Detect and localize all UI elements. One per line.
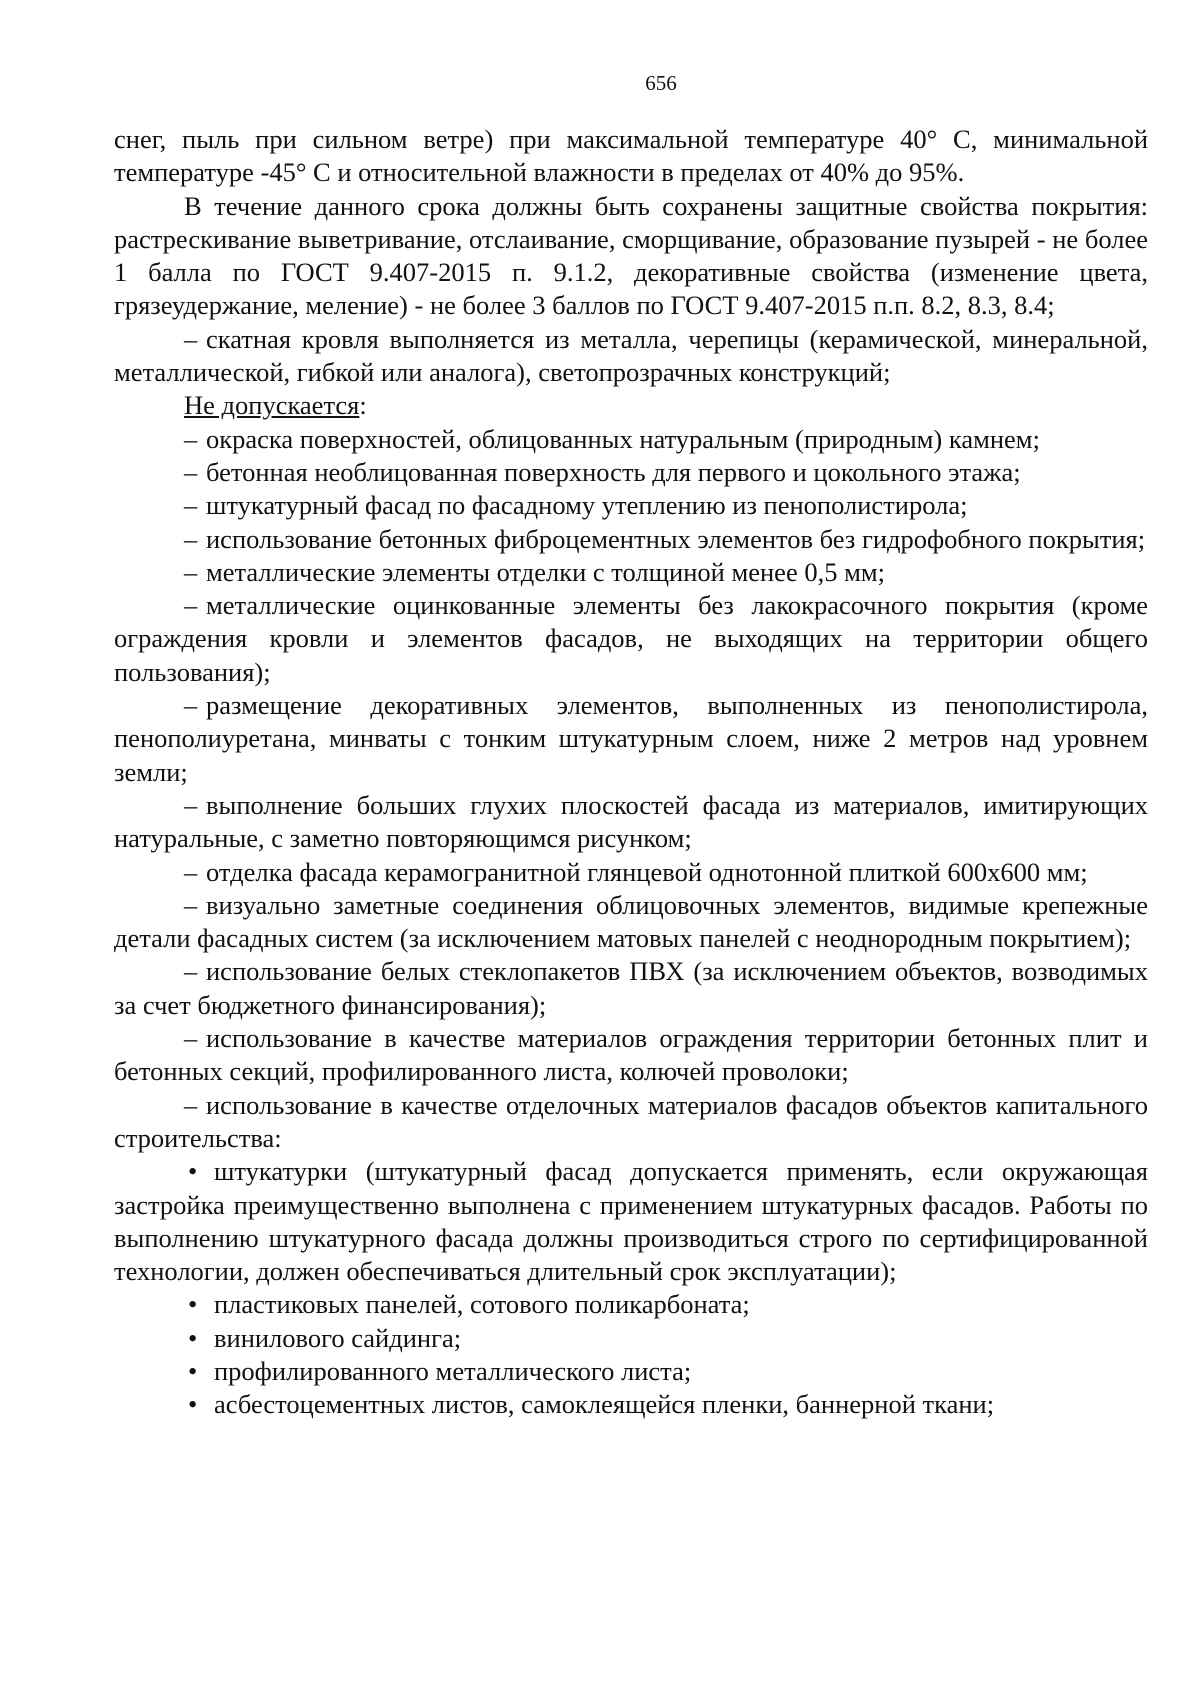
paragraph-continuation: снег, пыль при сильном ветре) при максимальной температуре 40° С, минимальной температуре -45° С и относительной влажности в пределах от 40% до 95%. bbox=[114, 124, 1148, 188]
bullet-item-text: штукатурки (штукатурный фасад допускается применять, если окружающая застройка преимущественно выполнена с применением штукатурных фасадов. Работы по выполнению штукатурного фасада должны производиться строго по сертифицированной технологии, должен обеспечиваться длительный срок эксплуатации); bbox=[114, 1156, 1148, 1287]
list-item-text: использование белых стеклопакетов ПВХ (за исключением объектов, возводимых за счет бюджетного финансирования); bbox=[114, 956, 1148, 1020]
dash-marker: – bbox=[184, 456, 198, 487]
list-item-text: скатная кровля выполняется из металла, черепицы (керамической, минеральной, металлической, гибкой или аналога), светопрозрачных конструкций; bbox=[114, 323, 1148, 388]
paragraph-protective-properties: В течение данного срока должны быть сохранены защитные свойства покрытия: растрескивание выветривание, отслаивание, сморщивание, образование пузырей - не более 1 балла по ГОСТ 9.407-2015 п. 9.1.2, декоративные свойства (изменение цвета, грязеудержание, меление) - не более 3 баллов по ГОСТ 9.407-2015 п.п. 8.2, 8.3, 8.4; bbox=[114, 190, 1148, 321]
bullet-item bbox=[114, 1288, 1148, 1321]
bullet-item-text: профилированного металлического листа; bbox=[214, 1355, 692, 1386]
dash-marker: – bbox=[184, 690, 198, 721]
bullet-item bbox=[114, 1355, 1148, 1388]
list-item-text: окраска поверхностей, облицованных натуральным (природным) камнем; bbox=[206, 423, 1040, 454]
bullet-item-text: пластиковых панелей, сотового поликарбоната; bbox=[214, 1289, 750, 1320]
list-item bbox=[114, 789, 1148, 856]
list-item bbox=[114, 1089, 1148, 1156]
list-item bbox=[114, 889, 1148, 956]
dash-marker: – bbox=[184, 889, 198, 920]
list-item bbox=[114, 689, 1148, 789]
dash-marker: – bbox=[184, 590, 198, 621]
dash-marker: – bbox=[184, 956, 198, 987]
dash-marker: – bbox=[184, 856, 198, 887]
list-item bbox=[114, 523, 1148, 556]
list-item-text: размещение декоративных элементов, выполненных из пенополистирола, пенополиуретана, минваты с тонким штукатурным слоем, ниже 2 метров над уровнем земли; bbox=[114, 690, 1148, 787]
dash-marker: – bbox=[184, 556, 198, 587]
list-item bbox=[114, 556, 1148, 589]
bullet-item-text: винилового сайдинга; bbox=[214, 1322, 462, 1353]
list-item bbox=[114, 423, 1148, 456]
bullet-item-text: асбестоцементных листов, самоклеящейся пленки, баннерной ткани; bbox=[214, 1389, 995, 1420]
list-item-text: отделка фасада керамогранитной глянцевой однотонной плиткой 600х600 мм; bbox=[206, 856, 1088, 887]
dash-marker: – bbox=[184, 1023, 198, 1054]
bullet-marker: • bbox=[188, 1322, 198, 1353]
bullet-item bbox=[114, 1388, 1148, 1421]
list-item bbox=[114, 456, 1148, 489]
list-item bbox=[114, 489, 1148, 522]
bullet-item bbox=[114, 1155, 1148, 1288]
page-number: 656 bbox=[645, 71, 677, 95]
list-item bbox=[114, 856, 1148, 889]
list-item bbox=[114, 589, 1148, 689]
dash-marker: – bbox=[184, 1089, 198, 1120]
list-item-text: металлические элементы отделки с толщиной менее 0,5 мм; bbox=[206, 556, 885, 587]
list-item-roof bbox=[114, 323, 1148, 390]
list-item-text: штукатурный фасад по фасадному утеплению из пенополистирола; bbox=[206, 490, 968, 521]
bullet-item bbox=[114, 1322, 1148, 1355]
bullet-marker: • bbox=[188, 1389, 198, 1420]
heading-text: Не допускается bbox=[184, 390, 360, 421]
dash-marker: – bbox=[184, 490, 198, 521]
list-item-text: выполнение больших глухих плоскостей фасада из материалов, имитирующих натуральные, с заметно повторяющимся рисунком; bbox=[114, 789, 1148, 854]
dash-marker: – bbox=[184, 423, 198, 454]
dash-marker: – bbox=[184, 323, 198, 354]
dash-marker: – bbox=[184, 789, 198, 820]
heading-colon: : bbox=[359, 390, 367, 421]
list-item bbox=[114, 955, 1148, 1022]
list-item-text: использование в качестве материалов ограждения территории бетонных плит и бетонных секций, профилированного листа, колючей проволоки; bbox=[114, 1023, 1148, 1087]
bullet-marker: • bbox=[188, 1156, 198, 1187]
bullet-marker: • bbox=[188, 1289, 198, 1320]
dash-marker: – bbox=[184, 523, 198, 554]
list-item-text: использование бетонных фиброцементных элементов без гидрофобного покрытия; bbox=[206, 523, 1146, 554]
list-item-text: металлические оцинкованные элементы без лакокрасочного покрытия (кроме ограждения кровли и элементов фасадов, не выходящих на территории общего пользования); bbox=[114, 590, 1148, 687]
list-item-text: использование в качестве отделочных материалов фасадов объектов капитального строительства: bbox=[114, 1089, 1148, 1153]
section-heading bbox=[114, 389, 1148, 422]
list-item-text: бетонная необлицованная поверхность для первого и цокольного этажа; bbox=[206, 456, 1021, 487]
list-item bbox=[114, 1022, 1148, 1089]
bullet-marker: • bbox=[188, 1355, 198, 1386]
list-item-text: визуально заметные соединения облицовочных элементов, видимые крепежные детали фасадных систем (за исключением матовых панелей с неоднородным покрытием); bbox=[114, 889, 1148, 954]
